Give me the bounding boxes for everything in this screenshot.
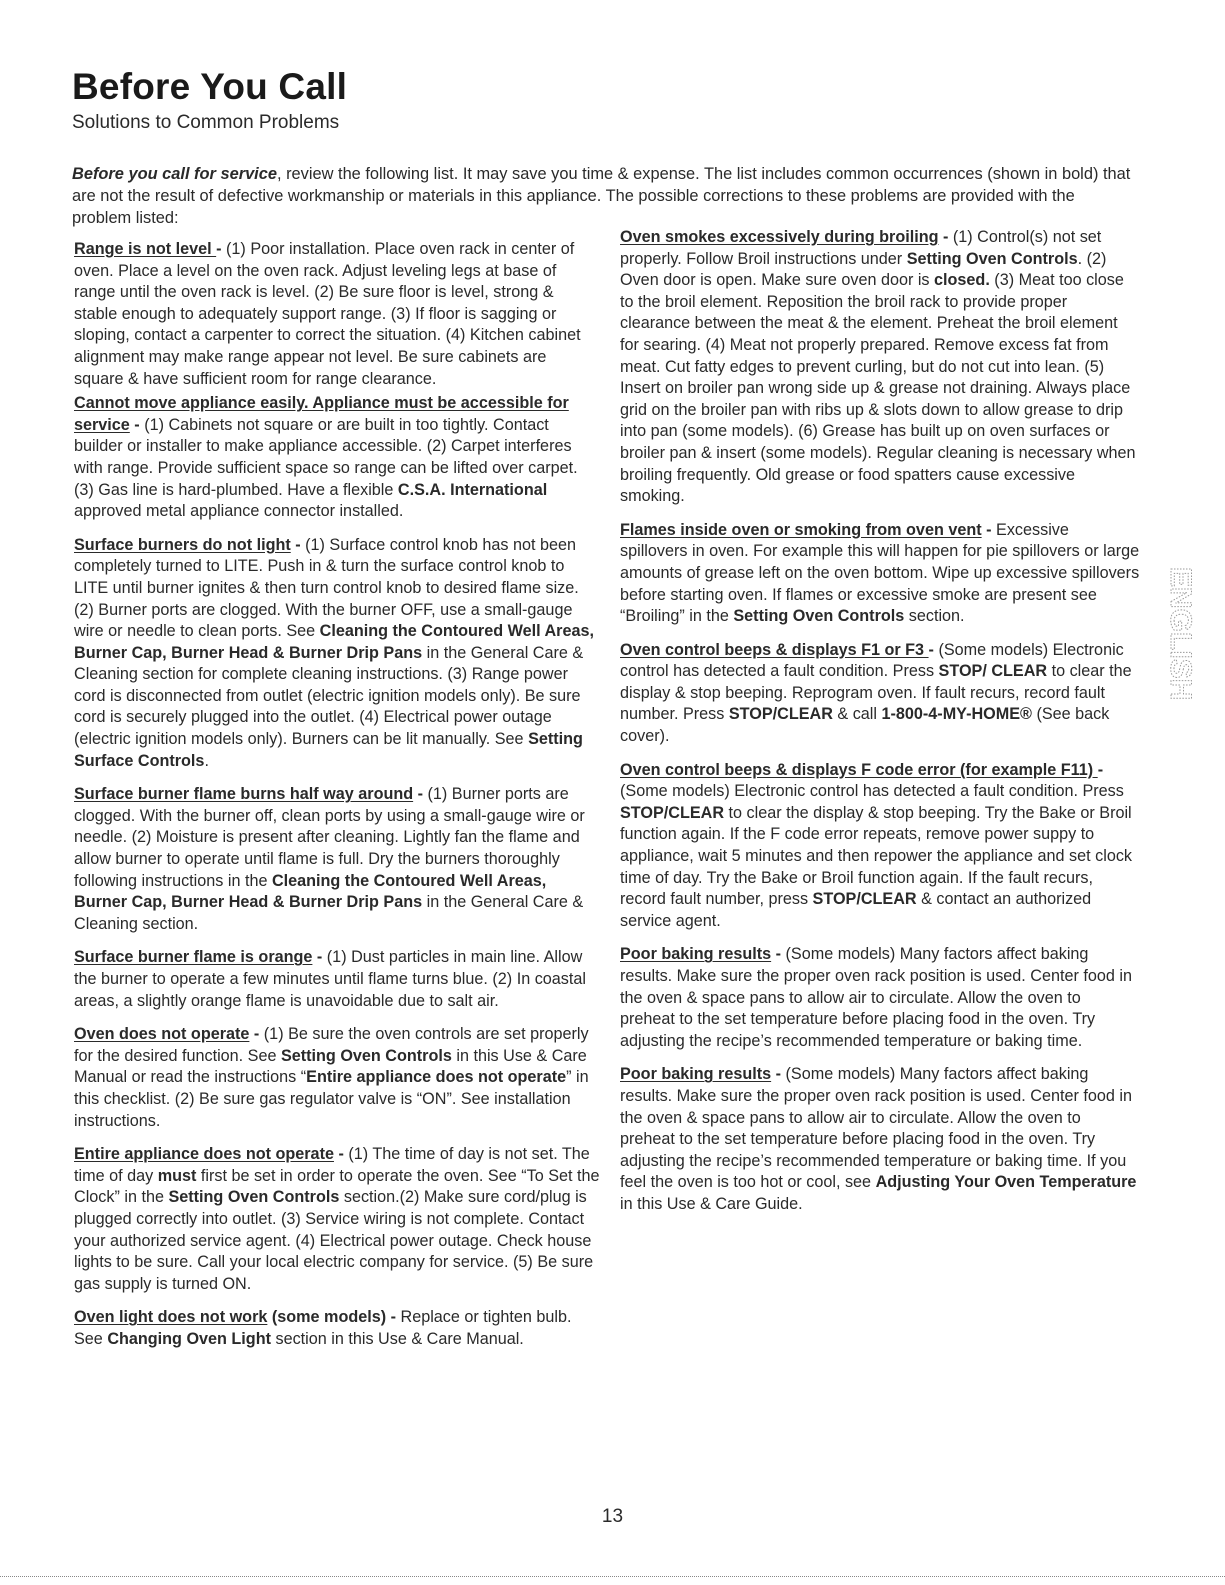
solution-text: (1) Be sure the oven controls are set properly for the desired function. See [74,1025,589,1065]
problem-item [620,1064,1140,1215]
page-subtitle: Solutions to Common Problems [72,112,340,133]
title-separator: - [771,945,786,964]
solution-text: & call [832,705,882,724]
page-number: 13 [601,1506,624,1527]
solution-text: approved metal appliance connector installed. [74,502,404,521]
problem-title: Flames inside oven or smoking from oven vent [620,520,982,539]
solution-text: Replace or tighten bulb. See [74,1308,572,1348]
title-separator: - [771,1065,786,1084]
bold-reference: STOP/CLEAR [812,890,917,909]
left-column [74,239,600,1362]
bold-reference: Entire appliance does not operate [306,1068,567,1087]
solution-text: to clear the display & stop beeping. Reprogram oven. If fault recurs, record fault number. Press [620,662,1132,724]
side-tab-label: ENGLISH [1164,567,1197,701]
solution-text: section. [904,607,965,626]
title-separator: - [249,1025,264,1044]
intro-lead: Before you call for service [72,165,277,183]
problem-title: Oven control beeps & displays F code error (for example F11) [620,760,1098,779]
problem-item [620,640,1140,748]
solution-text: first be set in order to operate the oven. See “To Set the Clock” in the [74,1166,600,1207]
intro-text: , review the following list. It may save you time & expense. The list includes common occurrences (shown in bold) that are not the result of defective workmanship or materials in this appliance. The possible corrections to these problems are provided with the problem listed: [72,165,1131,227]
bold-reference: Setting Oven Controls [733,607,905,626]
solution-text: (1) Poor installation. Place oven rack in center of oven. Place a level on the oven rack. Adjust leveling legs at base of range until the oven rack is level. (2) Be sure floor is level, strong & stable enough to adequately support range. (3) If floor is sagging or sloping, contact a carpenter to correct the situation. (4) Kitchen cabinet alignment may make range appear not level. Be sure cabinets are square & have sufficient room for range clearance. [74,240,581,388]
title-separator: - [312,948,327,967]
problem-item [74,535,600,773]
problem-title-note: (some models) [267,1308,387,1327]
right-column [620,227,1140,1227]
solution-text: in this Use & Care Manual or read the instructions “ [74,1046,587,1087]
problem-item [74,239,600,390]
problem-item [74,784,600,935]
title-separator: - [386,1308,401,1327]
title-separator: - [928,640,939,659]
problem-title: Oven control beeps & displays F1 or F3 [620,640,929,659]
problem-title: Surface burner flame is orange [74,948,313,967]
solution-text: (1) Cabinets not square or are built in too tightly. Contact builder or installer to make appliance accessible. (2) Carpet interferes with range. Provide sufficient space so range can be lifted over carpet. (3) Gas line is hard-plumbed. Have a flexible [74,415,578,499]
scan-edge-divider [0,1576,1225,1577]
problem-title: Range is not level [74,240,217,258]
solution-text: in this Use & Care Guide. [620,1194,803,1213]
problem-title: Surface burner flame burns half way around [74,785,414,804]
problem-title: Surface burners do not light [74,535,291,554]
title-separator: - [290,535,306,554]
bold-reference: STOP/CLEAR [620,803,725,822]
title-separator: - [333,1145,349,1164]
problem-title: Cannot move appliance easily. Appliance must be accessible for service [74,394,569,434]
bold-reference: Setting Oven Controls [168,1188,340,1207]
solution-text: (1) Burner ports are clogged. With the burner off, clean ports by using a small-gauge wire or needle. (2) Moisture is present after cleaning. Lightly fan the flame and allow burner to operate until flame is full. Dry the burners thoroughly following instructions in the [74,785,585,890]
solution-text: section.(2) Make sure cord/plug is plugged correctly into outlet. (3) Service wiring is not complete. Contact your authorized service agent. (4) Electrical power outage. Check house lights to be sure. Call your local electric company for service. (5) Be sure gas supply is turned ON. [74,1188,594,1293]
bold-reference: STOP/CLEAR [728,705,833,724]
solution-text: section in this Use & Care Manual. [270,1329,524,1348]
problem-item [620,944,1140,1052]
solution-text: (1) Control(s) not set properly. Follow Broil instructions under [620,228,1102,268]
bold-reference: Changing Oven Light [107,1329,271,1348]
solution-text: (Some models) Electronic control has detected a fault condition. Press [620,640,1124,681]
solution-text: ” in this checklist. (2) Be sure gas regulator valve is “ON”. See installation instructions. [74,1068,589,1130]
bold-reference: Cleaning the Contoured Well Areas, Burner Cap, Burner Head & Burner Drip Pans [74,871,547,912]
problem-title: Entire appliance does not operate [74,1145,334,1164]
title-separator: - [129,415,145,434]
bold-reference: Adjusting Your Oven Temperature [875,1173,1137,1192]
problem-title: Oven does not operate [74,1025,250,1044]
solution-text: Excessive spillovers in oven. For example this will happen for pie spillovers or large amounts of grease left on the oven bottom. Wipe up excessive spillovers before starting oven. If flames or excessive smoke are present see “Broiling” in the [620,520,1140,626]
solution-text: (Some models) Many factors affect baking results. Make sure the proper oven rack position is used. Center food in the oven & space pans to allow air to circulate. Allow the oven to preheat to the set temperature before placing food in the oven. Try adjusting the recipe’s recommended temperature or baking time. If you feel the oven is too hot or cool, see [620,1065,1132,1192]
bold-reference: Cleaning the Contoured Well Areas, Burner Cap, Burner Head & Burner Drip Pans [74,622,594,662]
bold-reference: Setting Surface Controls [74,730,583,770]
solution-text: (1) The time of day is not set. The time of day [74,1145,590,1185]
solution-text: (3) Meat too close to the broil element. Reposition the broil rack to provide proper clearance between the meat & the element. Preheat the broil element for searing. (4) Meat not properly prepared. Remove excess fat from meat. Cut fatty edges to prevent curling, but do not cut into lean. (5) Insert on broiler pan wrong side up & grease not draining. Always place grid on the broiler pan with ribs up & slots down to allow grease to drip into pan (some models). (6) Grease has built up on oven surfaces or broiler pan & insert (some models). Regular cleaning is necessary when broiling frequently. Old grease or food spatters cause excessive smoking. [620,271,1136,506]
problem-item [620,760,1140,933]
solution-text: (1) Dust particles in main line. Allow the burner to operate a few minutes until flame turns blue. (2) In coastal areas, a slightly orange flame is unavoidable due to salt air. [74,948,586,1010]
bold-reference: Setting Oven Controls [906,249,1078,268]
bold-reference: STOP/ CLEAR [938,662,1048,681]
title-separator: - [981,520,997,539]
title-separator: - [216,240,227,258]
solution-text: & contact an authorized service agent. [620,890,1092,930]
bold-reference: 1-800-4-MY-HOME® [881,705,1032,724]
problem-item [620,227,1140,508]
problem-title: Oven smokes excessively during broiling [620,228,939,246]
problem-item [74,1144,600,1295]
solution-text: to clear the display & stop beeping. Try the Bake or Broil function again. If the F code error repeats, remove power suppy to appliance, wait 5 minutes and then repower the appliance and set clock time of day. Try the Bake or Broil function again. If the fault recurs, record fault number, press [620,803,1133,909]
title-separator: - [1097,760,1104,779]
solution-text: . [204,751,209,770]
bold-reference: must [157,1166,197,1185]
problem-item [74,393,600,523]
problem-title: Poor baking results [620,1065,772,1084]
title-separator: - [413,785,428,804]
problem-item [74,1024,600,1132]
problem-item [74,947,600,1012]
solution-text: in the General Care & Cleaning section for complete cleaning instructions. (3) Range power cord is disconnected from outlet (electric ignition models only). Be sure cord is securely plugged into the outlet. (4) Electrical power outage (electric ignition models only). Burners can be lit manually. See [74,643,584,749]
title-separator: - [938,228,953,246]
solution-text: in the General Care & Cleaning section. [74,893,584,933]
bold-reference: Setting Oven Controls [280,1046,452,1065]
solution-text: (Some models) Electronic control has detected a fault condition. Press [620,782,1124,801]
problem-title: Poor baking results [620,945,772,964]
solution-text: (1) Surface control knob has not been completely turned to LITE. Push in & turn the surface control knob to LITE until burner ignites & then turn control knob to desired flame size. (2) Burner ports are clogged. With the burner OFF, use a small-gauge wire or needle to clean ports. See [74,535,579,641]
solution-text: . (2) Oven door is open. Make sure oven door is [620,249,1107,290]
solution-text: (See back cover). [620,705,1110,746]
intro-paragraph [72,164,1132,229]
bold-reference: C.S.A. International [397,480,548,499]
problem-item [620,520,1140,628]
solution-text: (Some models) Many factors affect baking results. Make sure the proper oven rack position is used. Center food in the oven & space pans to allow air to circulate. Allow the oven to preheat to the set temperature before placing food in the oven. Try adjusting the recipe’s recommended temperature or baking time. [620,945,1132,1050]
problem-title: Oven light does not work [74,1308,268,1327]
bold-reference: closed. [934,271,990,290]
language-tab-icon [1154,563,1197,718]
problem-item [74,1307,600,1350]
page-title: Before You Call [72,66,348,107]
